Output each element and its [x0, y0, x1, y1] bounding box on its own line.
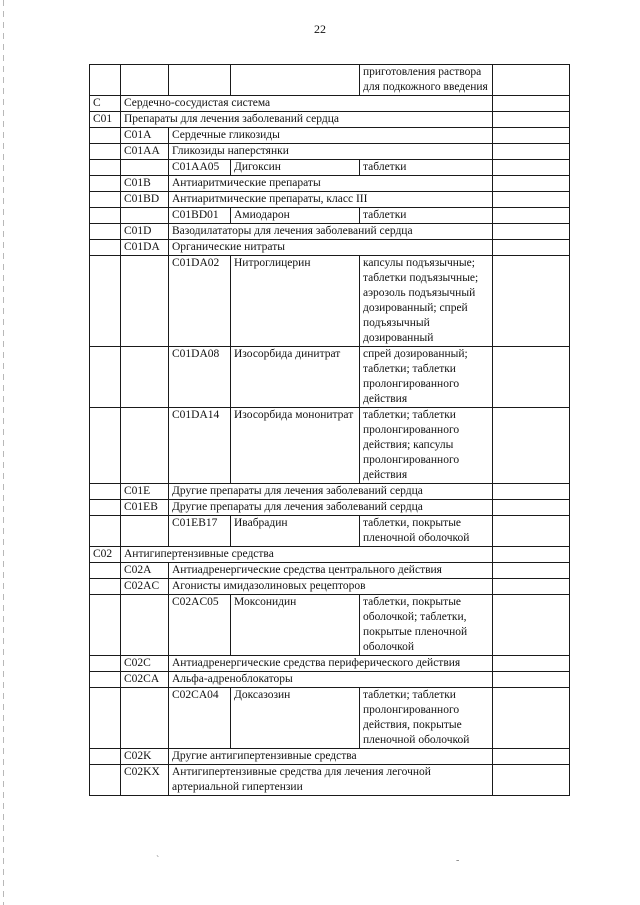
atc-name-cell: Сердечно-сосудистая система [121, 96, 493, 112]
empty-cell [121, 347, 169, 408]
table-row [90, 547, 570, 563]
empty-cell [493, 128, 570, 144]
atc-code-cell: C02CA [121, 672, 169, 688]
atc-code-cell: C02C [121, 656, 169, 672]
empty-cell [493, 484, 570, 500]
table-row [90, 595, 570, 656]
drug-name-cell: Изосорбида динитрат [231, 347, 360, 408]
table-row [90, 516, 570, 547]
empty-cell [493, 240, 570, 256]
empty-cell [121, 516, 169, 547]
empty-cell [121, 595, 169, 656]
empty-cell [493, 672, 570, 688]
atc-name-cell: Другие препараты для лечения заболеваний сердца [169, 484, 493, 500]
table-row [90, 765, 570, 796]
empty-cell [121, 160, 169, 176]
atc-code-cell: C01EB [121, 500, 169, 516]
atc-code-cell: C01D [121, 224, 169, 240]
table-cell [121, 65, 169, 96]
atc-name-cell: Альфа-адреноблокаторы [169, 672, 493, 688]
table-row [90, 484, 570, 500]
atc-code-cell: C02CA04 [169, 688, 231, 749]
empty-cell [493, 408, 570, 484]
empty-cell [493, 192, 570, 208]
atc-name-cell: Антиаритмические препараты, класс III [169, 192, 493, 208]
empty-cell [493, 500, 570, 516]
empty-cell [90, 192, 121, 208]
empty-cell [90, 516, 121, 547]
table-row [90, 256, 570, 347]
table-row [90, 192, 570, 208]
atc-code-cell: C01AA [121, 144, 169, 160]
atc-code-cell: C01BD [121, 192, 169, 208]
empty-cell [493, 563, 570, 579]
atc-name-cell: Антиадренергические средства центрального действия [169, 563, 493, 579]
empty-cell [90, 240, 121, 256]
empty-cell [90, 500, 121, 516]
atc-code-cell: C02AC05 [169, 595, 231, 656]
atc-name-cell: Органические нитраты [169, 240, 493, 256]
table-row [90, 224, 570, 240]
empty-cell [90, 208, 121, 224]
empty-cell [493, 547, 570, 563]
table-row [90, 688, 570, 749]
table-row [90, 672, 570, 688]
empty-cell [121, 688, 169, 749]
atc-name-cell: Другие препараты для лечения заболеваний сердца [169, 500, 493, 516]
table-cell [169, 65, 231, 96]
empty-cell [493, 347, 570, 408]
bottom-mark: - [456, 855, 460, 866]
atc-code-cell: C02AC [121, 579, 169, 595]
empty-cell [493, 96, 570, 112]
empty-cell [90, 595, 121, 656]
empty-cell [90, 688, 121, 749]
table-cell: приготовления раствора для подкожного введения [360, 65, 493, 96]
scan-edge-mark [3, 0, 4, 905]
table-row [90, 656, 570, 672]
atc-name-cell: Агонисты имидазолиновых рецепторов [169, 579, 493, 595]
table-row [90, 347, 570, 408]
dosage-form-cell: капсулы подъязычные; таблетки подъязычные; аэрозоль подъязычный дозированный; спрей подъязычный дозированный [360, 256, 493, 347]
atc-code-cell: C01DA02 [169, 256, 231, 347]
atc-code-cell: C01DA08 [169, 347, 231, 408]
table-row [90, 749, 570, 765]
atc-code-cell: C [90, 96, 121, 112]
atc-code-cell: C01A [121, 128, 169, 144]
drug-registry-table [89, 64, 570, 796]
page-number: 22 [314, 22, 326, 36]
table-row [90, 208, 570, 224]
table-row [90, 144, 570, 160]
drug-name-cell: Изосорбида мононитрат [231, 408, 360, 484]
drug-name-cell: Дигоксин [231, 160, 360, 176]
empty-cell [121, 408, 169, 484]
empty-cell [493, 224, 570, 240]
empty-cell [90, 484, 121, 500]
atc-name-cell: Сердечные гликозиды [169, 128, 493, 144]
empty-cell [493, 176, 570, 192]
empty-cell [90, 749, 121, 765]
empty-cell [90, 672, 121, 688]
drug-name-cell: Моксонидин [231, 595, 360, 656]
dosage-form-cell: таблетки, покрытые оболочкой; таблетки, покрытые пленочной оболочкой [360, 595, 493, 656]
empty-cell [493, 144, 570, 160]
atc-code-cell: C01DA [121, 240, 169, 256]
bottom-mark: ` [156, 855, 160, 866]
atc-code-cell: C02 [90, 547, 121, 563]
empty-cell [493, 595, 570, 656]
empty-cell [90, 347, 121, 408]
table-row [90, 579, 570, 595]
atc-name-cell: Антиаритмические препараты [169, 176, 493, 192]
dosage-form-cell: спрей дозированный; таблетки; таблетки пролонгированного действия [360, 347, 493, 408]
atc-name-cell: Антигипертензивные средства для лечения легочной артериальной гипертензии [169, 765, 493, 796]
atc-code-cell: C01 [90, 112, 121, 128]
table-row [90, 500, 570, 516]
table-row [90, 112, 570, 128]
empty-cell [121, 208, 169, 224]
table-cell [90, 65, 121, 96]
empty-cell [493, 765, 570, 796]
dosage-form-cell: таблетки; таблетки пролонгированного действия, покрытые пленочной оболочкой [360, 688, 493, 749]
empty-cell [90, 176, 121, 192]
empty-cell [493, 160, 570, 176]
table-row [90, 240, 570, 256]
table-cell [493, 65, 570, 96]
atc-code-cell: C01EB17 [169, 516, 231, 547]
table-row [90, 65, 570, 96]
empty-cell [493, 688, 570, 749]
atc-name-cell: Гликозиды наперстянки [169, 144, 493, 160]
atc-code-cell: C01E [121, 484, 169, 500]
dosage-form-cell: таблетки [360, 208, 493, 224]
drug-name-cell: Доксазозин [231, 688, 360, 749]
table-row [90, 563, 570, 579]
dosage-form-cell: таблетки; таблетки пролонгированного действия; капсулы пролонгированного действия [360, 408, 493, 484]
empty-cell [493, 516, 570, 547]
empty-cell [493, 579, 570, 595]
drug-name-cell: Нитроглицерин [231, 256, 360, 347]
atc-code-cell: C01BD01 [169, 208, 231, 224]
table-cell [231, 65, 360, 96]
empty-cell [90, 765, 121, 796]
drug-name-cell: Амиодарон [231, 208, 360, 224]
empty-cell [493, 208, 570, 224]
atc-code-cell: C02KX [121, 765, 169, 796]
table-row [90, 128, 570, 144]
table-row [90, 96, 570, 112]
empty-cell [90, 256, 121, 347]
drug-name-cell: Ивабрадин [231, 516, 360, 547]
table-row [90, 160, 570, 176]
empty-cell [90, 128, 121, 144]
empty-cell [90, 563, 121, 579]
atc-code-cell: C01AA05 [169, 160, 231, 176]
empty-cell [90, 408, 121, 484]
atc-code-cell: C01B [121, 176, 169, 192]
empty-cell [493, 656, 570, 672]
empty-cell [121, 256, 169, 347]
empty-cell [90, 579, 121, 595]
empty-cell [90, 656, 121, 672]
atc-name-cell: Антигипертензивные средства [121, 547, 493, 563]
empty-cell [493, 112, 570, 128]
table-row [90, 408, 570, 484]
empty-cell [90, 144, 121, 160]
empty-cell [493, 256, 570, 347]
atc-name-cell: Антиадренергические средства периферического действия [169, 656, 493, 672]
dosage-form-cell: таблетки, покрытые пленочной оболочкой [360, 516, 493, 547]
atc-code-cell: C01DA14 [169, 408, 231, 484]
atc-name-cell: Другие антигипертензивные средства [169, 749, 493, 765]
dosage-form-cell: таблетки [360, 160, 493, 176]
atc-name-cell: Препараты для лечения заболеваний сердца [121, 112, 493, 128]
atc-name-cell: Вазодилататоры для лечения заболеваний сердца [169, 224, 493, 240]
empty-cell [90, 160, 121, 176]
empty-cell [90, 224, 121, 240]
atc-code-cell: C02K [121, 749, 169, 765]
empty-cell [493, 749, 570, 765]
table-row [90, 176, 570, 192]
atc-code-cell: C02A [121, 563, 169, 579]
